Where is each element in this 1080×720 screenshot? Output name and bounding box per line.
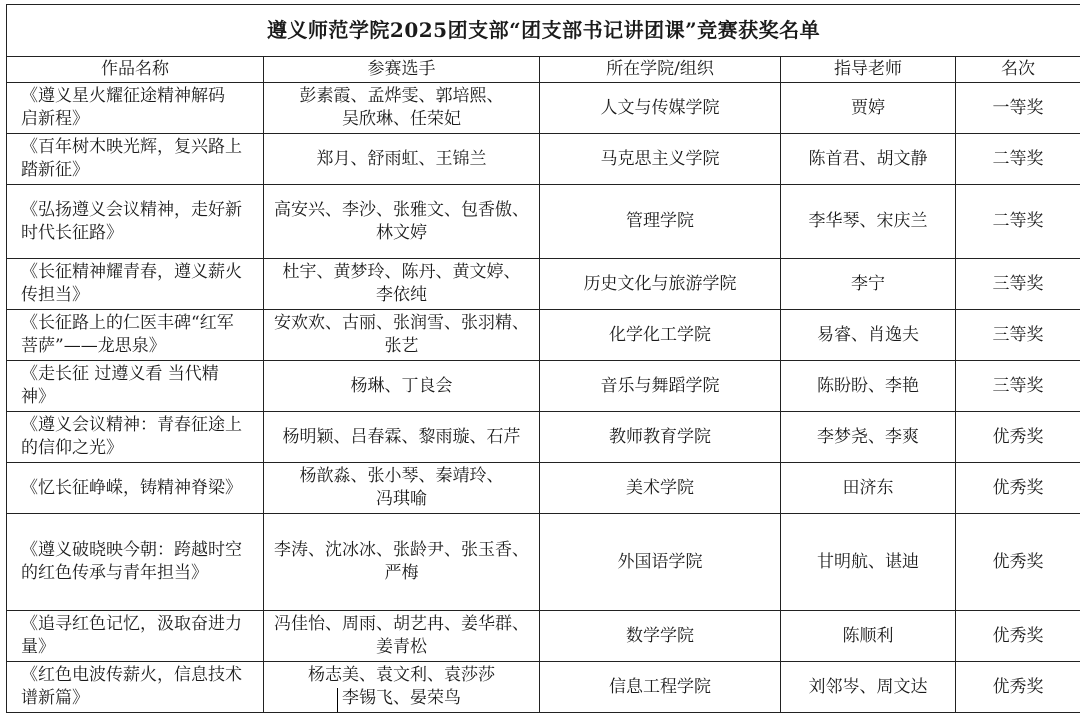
rank-cell[interactable] — [956, 310, 1080, 361]
college-cell-line: 教师教育学院 — [609, 426, 711, 447]
members-cell-line: 冯佳怡、周雨、胡艺冉、姜华群、 — [274, 614, 529, 634]
teacher-cell[interactable] — [781, 259, 956, 310]
rank-cell-line: 二等奖 — [992, 148, 1044, 169]
college-cell-line: 马克思主义学院 — [600, 148, 720, 169]
members-cell[interactable] — [264, 463, 540, 514]
table-row — [7, 361, 1080, 412]
members-cell-line: 姜青松 — [376, 637, 427, 657]
members-cell-line: 冯琪喻 — [376, 489, 427, 509]
rank-cell[interactable] — [956, 412, 1080, 463]
college-cell-line: 管理学院 — [626, 211, 694, 231]
teacher-cell[interactable] — [781, 361, 956, 412]
rank-cell[interactable] — [956, 662, 1080, 713]
teacher-cell-line: 易睿、肖逸夫 — [817, 324, 919, 345]
teacher-cell-line: 陈顺利 — [842, 625, 894, 646]
table-row — [7, 134, 1080, 185]
teacher-cell[interactable] — [781, 463, 956, 514]
college-cell[interactable] — [540, 134, 781, 185]
members-cell-line: 张艺 — [384, 336, 419, 356]
teacher-cell-line: 李梦尧、李爽 — [817, 426, 919, 447]
rank-cell[interactable] — [956, 134, 1080, 185]
teacher-cell-line: 李华琴、宋庆兰 — [808, 211, 928, 231]
table-row — [7, 662, 1080, 713]
table-row — [7, 310, 1080, 361]
members-cell[interactable] — [264, 134, 540, 185]
rank-cell-line: 三等奖 — [992, 324, 1044, 345]
work-title-cell[interactable] — [7, 662, 264, 713]
work-title-cell-line: 《追寻红色记忆，汲取奋进力 — [21, 614, 242, 634]
college-cell[interactable] — [540, 611, 781, 662]
work-title-cell[interactable] — [7, 134, 264, 185]
rank-cell-line: 三等奖 — [992, 375, 1044, 396]
rank-cell-line: 二等奖 — [992, 211, 1044, 231]
teacher-cell[interactable] — [781, 611, 956, 662]
header-teacher: 指导老师 — [781, 57, 956, 83]
rank-cell-line: 优秀奖 — [992, 551, 1044, 572]
work-title-cell[interactable] — [7, 412, 264, 463]
members-cell-line: 安欢欢、古丽、张润雪、张羽精、 — [274, 313, 529, 333]
work-title-cell[interactable] — [7, 310, 264, 361]
work-title-cell-line: 的红色传承与青年担当》 — [21, 563, 208, 583]
work-title-cell[interactable] — [7, 463, 264, 514]
members-cell-line: 高安兴、李沙、张雅文、包香傲、 — [274, 199, 529, 220]
teacher-cell[interactable] — [781, 310, 956, 361]
teacher-cell-line: 陈首君、胡文静 — [808, 148, 928, 169]
teacher-cell[interactable] — [781, 514, 956, 611]
college-cell[interactable] — [540, 662, 781, 713]
teacher-cell[interactable] — [781, 83, 956, 134]
header-members: 参赛选手 — [264, 57, 540, 83]
work-title-cell-line: 踏新征》 — [21, 160, 89, 180]
work-title-cell-line: 《红色电波传薪火，信息技术 — [21, 665, 242, 685]
rank-cell-line: 优秀奖 — [992, 676, 1044, 697]
rank-cell-line: 优秀奖 — [992, 477, 1044, 498]
college-cell-line: 数学学院 — [626, 625, 694, 646]
college-cell[interactable] — [540, 83, 781, 134]
work-title-cell-line: 《长征精神耀青春，遵义薪火 — [21, 262, 242, 282]
rank-cell[interactable] — [956, 514, 1080, 611]
award-table — [6, 4, 1080, 713]
members-cell-line: 杨明颖、吕春霖、黎雨璇、石芹 — [282, 426, 521, 447]
teacher-cell[interactable] — [781, 662, 956, 713]
work-title-cell-line: 《百年树木映光辉，复兴路上 — [21, 137, 242, 157]
members-cell-line: 李依纯 — [376, 285, 427, 305]
text-cursor — [337, 688, 338, 712]
rank-cell[interactable] — [956, 259, 1080, 310]
teacher-cell-line: 甘明航、谌迪 — [817, 551, 919, 572]
college-cell[interactable] — [540, 412, 781, 463]
work-title-cell-line: 《弘扬遵义会议精神，走好新 — [21, 199, 242, 220]
work-title-cell[interactable] — [7, 611, 264, 662]
members-cell-line: 杨志美、袁文利、袁莎莎 — [308, 665, 495, 685]
college-cell-line: 美术学院 — [626, 477, 694, 498]
rank-cell[interactable] — [956, 611, 1080, 662]
teacher-cell-line: 陈盼盼、李艳 — [817, 375, 919, 396]
members-cell[interactable] — [264, 83, 540, 134]
members-cell-line: 严梅 — [384, 563, 419, 583]
work-title-cell[interactable] — [7, 259, 264, 310]
college-cell-line: 信息工程学院 — [609, 676, 711, 697]
members-cell-line: 杜宇、黄梦玲、陈丹、黄文婷、 — [282, 262, 521, 282]
award-sheet — [6, 4, 1080, 713]
document-title: 遵义师范学院2025团支部“团支部书记讲团课”竞赛获奖名单 — [7, 5, 1080, 57]
members-cell-line: 李涛、沈冰冰、张龄尹、张玉香、 — [274, 540, 529, 560]
college-cell[interactable] — [540, 514, 781, 611]
members-cell-line: 李锡飞、晏荣鸟 — [342, 688, 461, 708]
work-title-cell[interactable] — [7, 361, 264, 412]
members-cell[interactable] — [264, 361, 540, 412]
table-row — [7, 463, 1080, 514]
work-title-cell-line: 神》 — [21, 387, 55, 407]
college-cell[interactable] — [540, 463, 781, 514]
members-cell[interactable] — [264, 310, 540, 361]
college-cell-line: 化学化工学院 — [609, 324, 711, 345]
work-title-cell-line: 传担当》 — [21, 285, 89, 305]
work-title-cell-line: 《走长征 过遵义看 当代精 — [21, 364, 219, 384]
teacher-cell-line: 贾婷 — [851, 97, 885, 118]
work-title-cell-line: 《长征路上的仁医丰碑“红军 — [21, 313, 234, 333]
work-title-cell-line: 《遵义星火耀征途精神解码 — [21, 86, 225, 106]
college-cell-line: 历史文化与旅游学院 — [583, 273, 737, 294]
work-title-cell-line: 谱新篇》 — [21, 688, 89, 708]
work-title-cell-line: 《遵义破晓映今朝：跨越时空 — [21, 540, 242, 560]
college-cell[interactable] — [540, 259, 781, 310]
rank-cell[interactable] — [956, 361, 1080, 412]
members-cell-line: 吴欣琳、任荣妃 — [342, 109, 461, 129]
header-row — [7, 57, 1080, 83]
college-cell[interactable] — [540, 310, 781, 361]
college-cell[interactable] — [540, 361, 781, 412]
work-title-cell-line: 的信仰之光》 — [21, 438, 123, 458]
table-row — [7, 259, 1080, 310]
work-title-cell[interactable] — [7, 83, 264, 134]
members-cell[interactable] — [264, 412, 540, 463]
rank-cell-line: 优秀奖 — [992, 625, 1044, 646]
header-work: 作品名称 — [7, 57, 264, 83]
work-title-cell-line: 菩萨”——龙思泉》 — [21, 336, 166, 356]
members-cell-line: 彭素霞、孟烨雯、郭培熙、 — [299, 86, 504, 106]
table-row — [7, 611, 1080, 662]
work-title-cell[interactable] — [7, 185, 264, 259]
college-cell-line: 人文与传媒学院 — [600, 97, 720, 118]
college-cell[interactable] — [540, 185, 781, 259]
rank-cell[interactable] — [956, 185, 1080, 259]
rank-cell-line: 一等奖 — [992, 97, 1044, 118]
table-row — [7, 83, 1080, 134]
table-row — [7, 185, 1080, 259]
table-body — [7, 83, 1080, 713]
header-rank: 名次 — [956, 57, 1080, 83]
teacher-cell-line: 田济东 — [842, 477, 894, 498]
work-title-cell-line: 启新程》 — [21, 109, 89, 129]
table-row — [7, 514, 1080, 611]
table-row — [7, 412, 1080, 463]
members-cell-line: 杨歆淼、张小琴、秦靖玲、 — [299, 466, 504, 486]
rank-cell[interactable] — [956, 83, 1080, 134]
teacher-cell[interactable] — [781, 185, 956, 259]
members-cell[interactable] — [264, 259, 540, 310]
work-title-cell-line: 《遵义会议精神：青春征途上 — [21, 415, 242, 435]
teacher-cell[interactable] — [781, 134, 956, 185]
rank-cell[interactable] — [956, 463, 1080, 514]
work-title-cell-line: 量》 — [21, 637, 55, 657]
work-title-cell[interactable] — [7, 514, 264, 611]
teacher-cell-line: 李宁 — [851, 273, 885, 294]
members-cell[interactable] — [264, 514, 540, 611]
work-title-cell-line: 《忆长征峥嵘，铸精神脊梁》 — [21, 477, 242, 498]
members-cell-line: 林文婷 — [376, 222, 427, 243]
rank-cell-line: 三等奖 — [992, 273, 1044, 294]
teacher-cell-line: 刘邻岑、周文达 — [808, 676, 928, 697]
members-cell[interactable] — [264, 662, 540, 713]
work-title-cell-line: 时代长征路》 — [21, 222, 123, 243]
members-cell[interactable] — [264, 185, 540, 259]
members-cell-line: 杨琳、丁良会 — [350, 375, 453, 396]
rank-cell-line: 优秀奖 — [992, 426, 1044, 447]
college-cell-line: 音乐与舞蹈学院 — [600, 375, 720, 396]
members-cell-line: 郑月、舒雨虹、王锦兰 — [316, 148, 487, 169]
header-college: 所在学院/组织 — [540, 57, 781, 83]
teacher-cell[interactable] — [781, 412, 956, 463]
college-cell-line: 外国语学院 — [617, 551, 703, 572]
members-cell[interactable] — [264, 611, 540, 662]
